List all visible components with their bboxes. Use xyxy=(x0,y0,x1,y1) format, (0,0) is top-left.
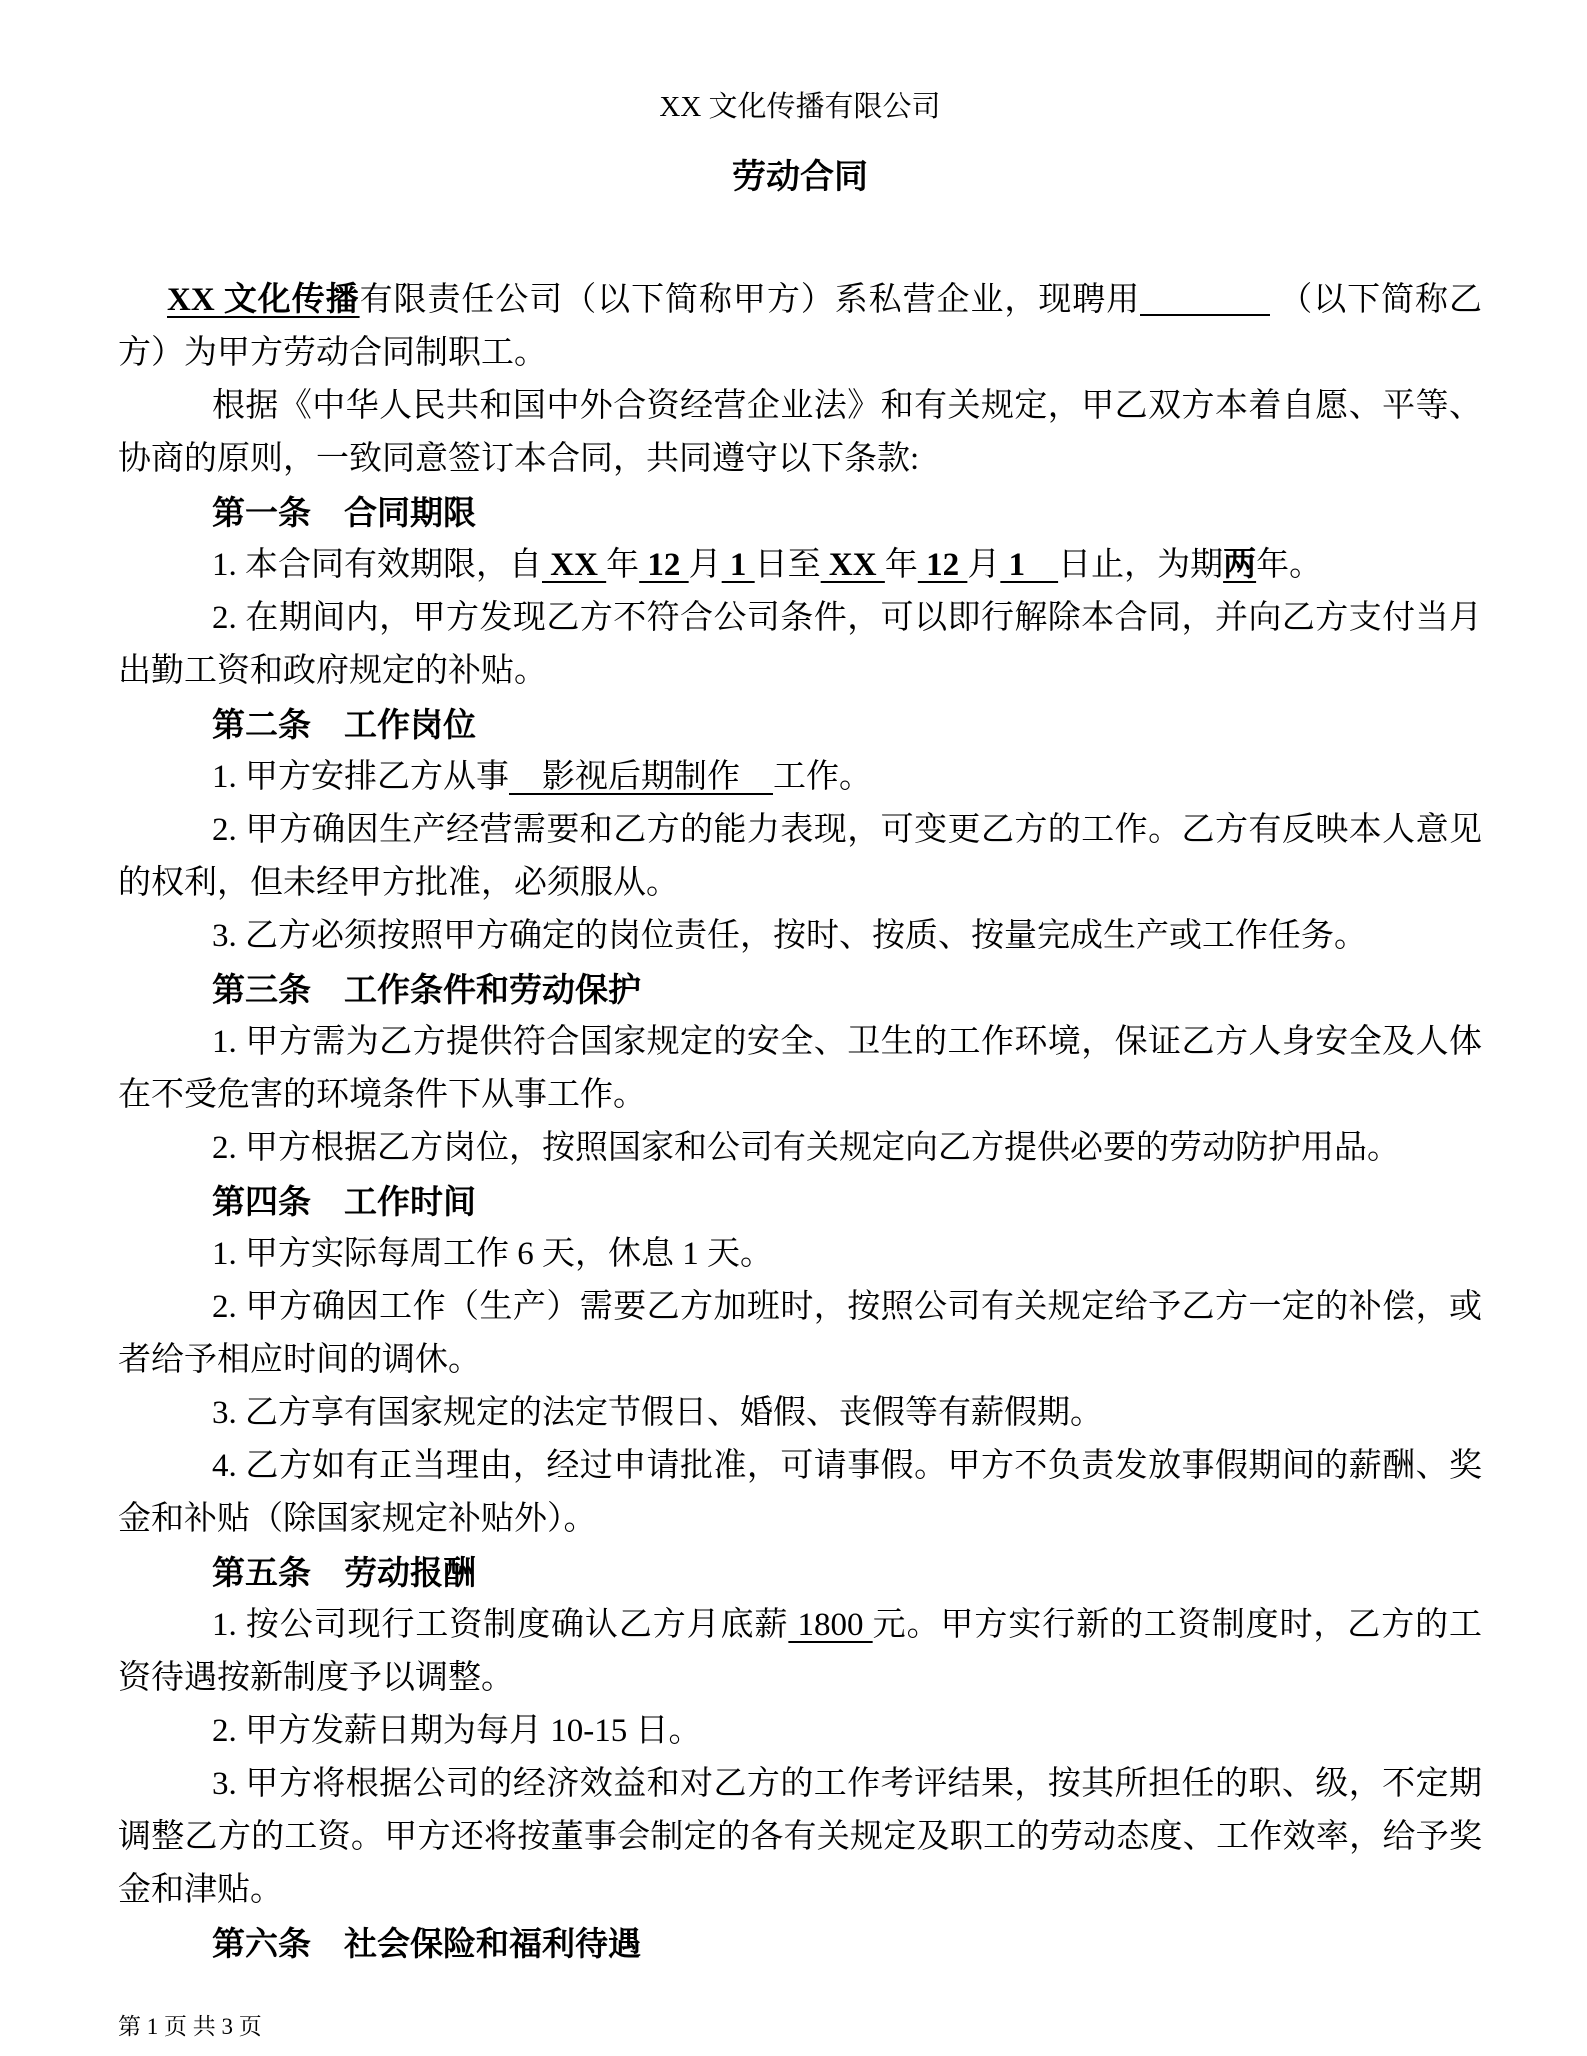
paragraph xyxy=(118,274,1482,380)
text-run: 1. 本合同有效期限，自 xyxy=(212,547,542,583)
paragraph xyxy=(118,1016,1482,1122)
company-name: XX 文化传播有限公司 xyxy=(659,91,941,123)
text-run: 2. 甲方确因生产经营需要和乙方的能力表现，可变更乙方的工作。乙方有反映本人意见的权利，但未经甲方批准，必须服从。 xyxy=(118,812,1482,901)
paragraph xyxy=(118,1599,1482,1705)
section-heading xyxy=(118,1917,1482,1970)
text-run: 3. 甲方将根据公司的经济效益和对乙方的工作考评结果，按其所担任的职、级，不定期调整乙方的工资。甲方还将按董事会制定的各有关规定及职工的劳动态度、工作效率，给予奖金和津贴。 xyxy=(118,1766,1482,1908)
text-run: 根据《中华人民共和国中外合资经营企业法》和有关规定，甲乙双方本着自愿、平等、协商的原则，一致同意签订本合同，共同遵守以下条款: xyxy=(118,388,1482,477)
text-run: 12 xyxy=(917,547,968,583)
paragraph xyxy=(118,1440,1482,1546)
paragraph xyxy=(118,1705,1482,1758)
document xyxy=(118,86,1482,1970)
text-run: 1800 xyxy=(788,1607,873,1643)
text-run: XX xyxy=(542,547,607,583)
text-run: 第一条 合同期限 xyxy=(212,494,476,531)
text-run: 第五条 劳动报酬 xyxy=(212,1554,476,1591)
section-heading xyxy=(118,1546,1482,1599)
text-run: 第三条 工作条件和劳动保护 xyxy=(212,971,641,1008)
text-run: 1 xyxy=(1000,547,1059,583)
paragraph xyxy=(118,1758,1482,1917)
page-footer: 第 1 页 共 3 页 xyxy=(118,2014,262,2039)
text-run: 两 xyxy=(1223,547,1257,583)
text-run: 3. 乙方必须按照甲方确定的岗位责任，按时、按质、按量完成生产或工作任务。 xyxy=(212,918,1367,954)
text-run: 1. 甲方安排乙方从事 xyxy=(212,759,509,795)
text-run: 2. 甲方根据乙方岗位，按照国家和公司有关规定向乙方提供必要的劳动防护用品。 xyxy=(212,1130,1400,1166)
text-run: XX xyxy=(820,547,885,583)
text-run: 元。甲方实行新的工资制度时，乙方的工资待遇按新制度予以调整。 xyxy=(118,1607,1483,1696)
text-run: 1. 按公司现行工资制度确认乙方月底薪 xyxy=(212,1607,789,1643)
text-run: 2. 在期间内，甲方发现乙方不符合公司条件，可以即行解除本合同，并向乙方支付当月出勤工资和政府规定的补贴。 xyxy=(118,600,1482,689)
text-run: 有限责任公司（以下简称甲方）系私营企业，现聘用 xyxy=(359,282,1141,318)
fill-in-blank xyxy=(1140,278,1270,316)
contract-body xyxy=(118,274,1482,1970)
text-run: 日止，为期 xyxy=(1058,547,1224,583)
text-run: 1. 甲方实际每周工作 6 天，休息 1 天。 xyxy=(212,1236,773,1272)
text-run: 2. 甲方确因工作（生产）需要乙方加班时，按照公司有关规定给予乙方一定的补偿，或者给予相应时间的调休。 xyxy=(118,1289,1482,1378)
text-run: 日至 xyxy=(754,547,821,583)
section-heading xyxy=(118,486,1482,539)
text-run: 第二条 工作岗位 xyxy=(212,706,476,743)
paragraph xyxy=(118,539,1482,592)
text-run: （以下简称乙方）为甲方劳动合同制职工。 xyxy=(118,282,1482,371)
paragraph xyxy=(118,1281,1482,1387)
text-run: 第六条 社会保险和福利待遇 xyxy=(212,1925,641,1962)
paragraph xyxy=(118,804,1482,910)
text-run: 年 xyxy=(606,547,640,583)
paragraph xyxy=(118,1228,1482,1281)
text-run: 月 xyxy=(688,547,722,583)
text-run: 影视后期制作 xyxy=(509,759,773,795)
text-run: 12 xyxy=(639,547,689,583)
text-run: 年。 xyxy=(1256,547,1323,583)
paragraph xyxy=(118,910,1482,963)
text-run: 第四条 工作时间 xyxy=(212,1183,476,1220)
paragraph xyxy=(118,380,1482,486)
text-run: 2. 甲方发薪日期为每月 10-15 日。 xyxy=(212,1713,702,1749)
text-run: 1. 甲方需为乙方提供符合国家规定的安全、卫生的工作环境，保证乙方人身安全及人体在不受危害的环境条件下从事工作。 xyxy=(118,1024,1482,1113)
text-run: 月 xyxy=(967,547,1001,583)
paragraph xyxy=(118,592,1482,698)
text-run: 3. 乙方享有国家规定的法定节假日、婚假、丧假等有薪假期。 xyxy=(212,1395,1103,1431)
paragraph xyxy=(118,751,1482,804)
text-run: 1 xyxy=(721,547,755,583)
text-run: 工作。 xyxy=(773,759,872,795)
section-heading xyxy=(118,963,1482,1016)
paragraph xyxy=(118,1387,1482,1440)
text-run: XX 文化传播 xyxy=(167,282,360,318)
text-run: 4. 乙方如有正当理由，经过申请批准，可请事假。甲方不负责发放事假期间的薪酬、奖金和补贴（除国家规定补贴外）。 xyxy=(118,1448,1482,1537)
section-heading xyxy=(118,698,1482,751)
document-title: 劳动合同 xyxy=(732,158,868,196)
text-run: 年 xyxy=(884,547,918,583)
section-heading xyxy=(118,1175,1482,1228)
paragraph xyxy=(118,1122,1482,1175)
